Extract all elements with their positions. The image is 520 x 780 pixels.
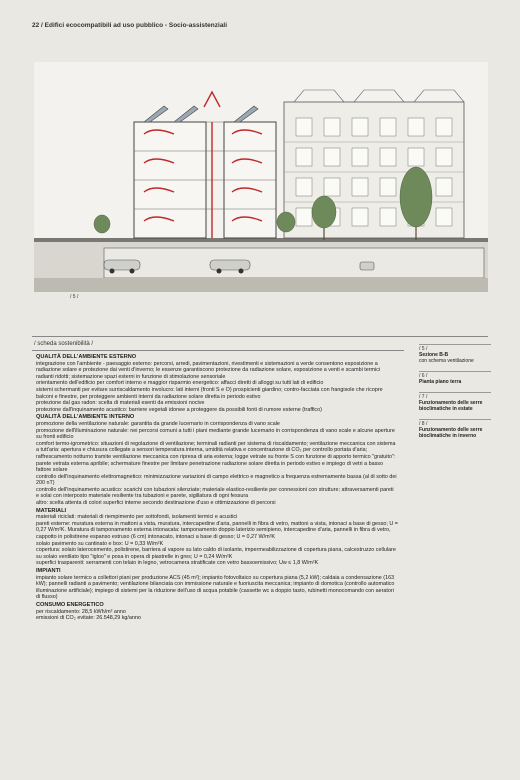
sustainability-sheet — [36, 353, 398, 622]
paragraph: copertura: solaio laterocemento, polistirene, barriera al vapore su lato caldo di isolante, impermeabilizzazione di copertura piana, calcestruzzo cellulare su solaio ventilato tipo "igloo" e posa in opera di piastrelle in gres; U = 0,24 W/m²K — [36, 547, 396, 560]
paragraph: pareti esterne: muratura esterna in mattoni a vista, muratura, intercapedine d'aria, pannelli in fibra di vetro, mattoni a vista, intonaci a base di gesso; U = 0,27 W/m²K. Muratura di tamponamento esterna intonacata: tamponamento doppio laterizio semipieno, intercapedine d'aria, pannelli in fibra di vetro, cappotto in polistirene espanso estruso (6 cm) intonacato, intonaci a base di gesso; U = 0,27 W/m²K — [36, 520, 398, 541]
figure-captions — [419, 344, 491, 446]
page-header: 22 / Edifici ecocompatibili ad uso pubblico - Socio-assistenziali — [32, 22, 228, 29]
section-heading-energy: CONSUMO ENERGETICO — [36, 601, 104, 608]
section-drawing-figure — [34, 62, 488, 292]
caption-item: / 5 / Sezione B-B con schema ventilazione — [419, 344, 491, 364]
caption-item: / 6 / Pianta piano terra — [419, 371, 491, 385]
paragraph: integrazione con l'ambiente - paesaggio esterno: percorsi, arredi, pavimentazioni, rivestimenti e sistemazioni a verde consentono esposizione a radiazione solare e protezione dai venti d'inverno; le essenze garantiscono protezione da radiazione solare, esposizione a venti e scambi termici radianti ridotti; sistemazione spazi esterni in funzione di stimolazione sensoriale — [36, 360, 381, 380]
top-divider — [32, 336, 488, 337]
building-section-illustration — [34, 62, 488, 292]
paragraph: superfici trasparenti: serramenti con telaio in legno, vetrocamera stratificate con vetro bassoemissivo; Uw ≤ 1,8 W/m²K — [36, 560, 319, 567]
caption-item: / 8 / Funzionamento delle serre bioclimatiche in inverno — [419, 419, 491, 439]
paragraph: altro: scelta attenta di colori superfici interne secondo destinazione d'uso e ottimizzazione di percorsi — [36, 500, 276, 507]
paragraph: comfort termo-igrometrico: situazioni di regolazione di ventilazione; terminali radianti per sistema di riscaldamento; ventilazione meccanica con sistema a tutt'aria: apertura e chiusura collegate a sensori temperatura interna, umidità relativa e concentrazione di CO₂ per controllo portata d'aria; raffrescamento notturno tramite ventilazione meccanica con ripresa di aria esterna; logge vetrate su fronte S con funzione di apporto termico "gratuito": parete vetrata esterna apribile; schermature finestre per limitare penetrazione radiazione solare diretta in periodo estivo e impiego di vetri a basso fattore solare — [36, 440, 396, 474]
paragraph: per riscaldamento: 28,5 kWh/m² anno — [36, 608, 126, 615]
section-heading-internal: QUALITÀ DELL'AMBIENTE INTERNO — [36, 414, 135, 421]
paragraph: controllo dell'inquinamento acustico: scarichi con tubazioni silenziate; materiale elastico-resiliente per connessioni con strutture; attraversamenti pareti e solai con interposto materiale resiliente tra tubazioni e parete, sigillatura di ogni fessura — [36, 486, 394, 500]
paragraph: sistemi schermanti per evitare surriscaldamento involucro: lati interni (fronti S e O) prospicienti giardino; contro-facciata con frangisole che ricopre balconi e finestre, per proteggere ambienti interni da radiazione solare diretta in periodo estivo — [36, 386, 383, 400]
paragraph: protezione dall'inquinamento acustico: barriere vegetali idonee a proteggere da possibili fonti di rumore esterne (traffico) — [36, 406, 322, 413]
paragraph: promozione della ventilazione naturale: garantita da grande lucernario in corrispondenza di vano scale — [36, 420, 280, 427]
caption-item: / 7 / Funzionamento delle serre bioclimatiche in estate — [419, 392, 491, 412]
paragraph: promozione dell'illuminazione naturale: nei percorsi comuni a tutti i piani mediante grande lucernario in corrispondenza di vano scale e alcune aperture su fronti edificio — [36, 427, 395, 441]
paragraph: orientamento dell'edificio per comfort interno e maggior risparmio energetico: affacci diretti di alloggi su tutti lati di edificio — [36, 380, 324, 387]
section-heading-materials: MATERIALI — [36, 507, 67, 514]
paragraph: emissioni di CO₂ evitate: 26.548,29 kg/anno — [36, 615, 141, 622]
paragraph: materiali riciclati: materiali di riempimento per sottofondi, isolamenti termici e acustici — [36, 514, 238, 521]
sheet-title: / scheda sostenibilità / — [34, 341, 94, 347]
paragraph: impianto solare termico a collettori piani per produzione ACS (45 m²); impianto fotovoltaico su copertura piana (5,2 kW); caldaia a condensazione (163 kW); pannelli radianti a pavimento; ventilazione bilanciata con immissione naturale e fuoriuscita meccanica; impianto di domotica (controllo automatico illuminazione artificiale); impiego di sistemi per la riduzione dell'uso di acqua potabile (cassette wc a doppio tasto, rubinetti monocomando con aeratori di flusso) — [36, 574, 395, 601]
paragraph: solaio pavimento su cantinato e box: U = 0,33 W/m²K — [36, 540, 164, 547]
paragraph: protezione dal gas radon: scelta di materiali esenti da emissioni nocive — [36, 400, 205, 407]
figure-number-label: / 5 / — [70, 294, 79, 300]
title-divider — [32, 350, 404, 351]
section-heading-external: QUALITÀ DELL'AMBIENTE ESTERNO — [36, 354, 137, 360]
paragraph: controllo dell'inquinamento elettromagnetico: minimizzazione variazioni di campo elettrico e magnetico a frequenza estremamente bassa (al di sotto dei 200 nT) — [36, 473, 397, 487]
section-heading-systems: IMPIANTI — [36, 568, 61, 574]
